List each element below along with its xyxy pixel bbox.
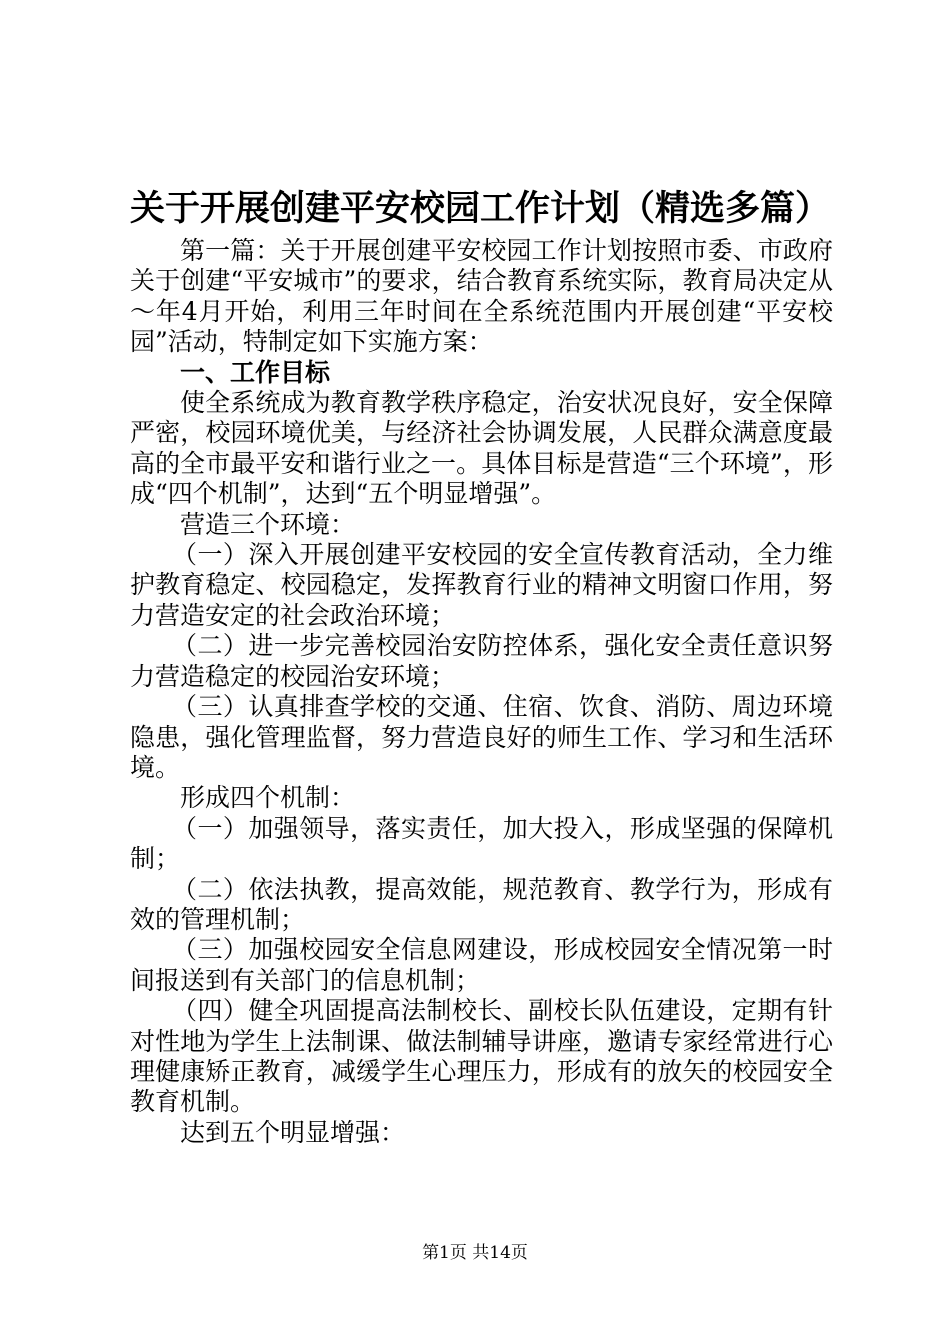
mechanism-item-2: （二）依法执教，提高效能，规范教育、教学行为，形成有效的管理机制； — [130, 874, 833, 934]
mechanism-item-4: （四）健全巩固提高法制校长、副校长队伍建设，定期有针对性地为学生上法制课、做法制辅导讲座，邀请专家经常进行心理健康矫正教育，减缓学生心理压力，形成有的放矢的校园安全教育机制。 — [130, 996, 833, 1117]
environment-item-2: （二）进一步完善校园治安防控体系，强化安全责任意识努力营造稳定的校园治安环境； — [130, 631, 833, 691]
document-body — [130, 236, 833, 1148]
five-enhancements-label: 达到五个明显增强： — [180, 1117, 406, 1147]
intro-paragraph: 第一篇：关于开展创建平安校园工作计划按照市委、市政府关于创建“平安城市”的要求，结合教育系统实际，教育局决定从～年4月开始，利用三年时间在全系统范围内开展创建“平安校园”活动，特制定如下实施方案： — [130, 236, 833, 357]
three-environments-label: 营造三个环境： — [180, 509, 356, 539]
section-heading-goals: 一、工作目标 — [180, 357, 331, 387]
mechanism-item-3: （三）加强校园安全信息网建设，形成校园安全情况第一时间报送到有关部门的信息机制； — [130, 935, 833, 995]
mechanism-item-1: （一）加强领导，落实责任，加大投入，形成坚强的保障机制； — [130, 813, 833, 874]
document-title: 关于开展创建平安校园工作计划（精选多篇） — [130, 189, 831, 229]
environment-item-3: （三）认真排查学校的交通、住宿、饮食、消防、周边环境隐患，强化管理监督，努力营造良好的师生工作、学习和生活环境。 — [130, 692, 833, 782]
goals-paragraph: 使全系统成为教育教学秩序稳定，治安状况良好，安全保障严密，校园环境优美，与经济社会协调发展，人民群众满意度最高的全市最平安和谐行业之一。具体目标是营造“三个环境”，形成“四个机制”，达到“五个明显增强”。 — [130, 388, 833, 509]
page-number-footer: 第1页 共14页 — [422, 1243, 528, 1263]
environment-item-1: （一）深入开展创建平安校园的安全宣传教育活动，全力维护教育稳定、校园稳定，发挥教育行业的精神文明窗口作用，努力营造安定的社会政治环境； — [130, 540, 833, 630]
four-mechanisms-label: 形成四个机制： — [180, 783, 356, 813]
